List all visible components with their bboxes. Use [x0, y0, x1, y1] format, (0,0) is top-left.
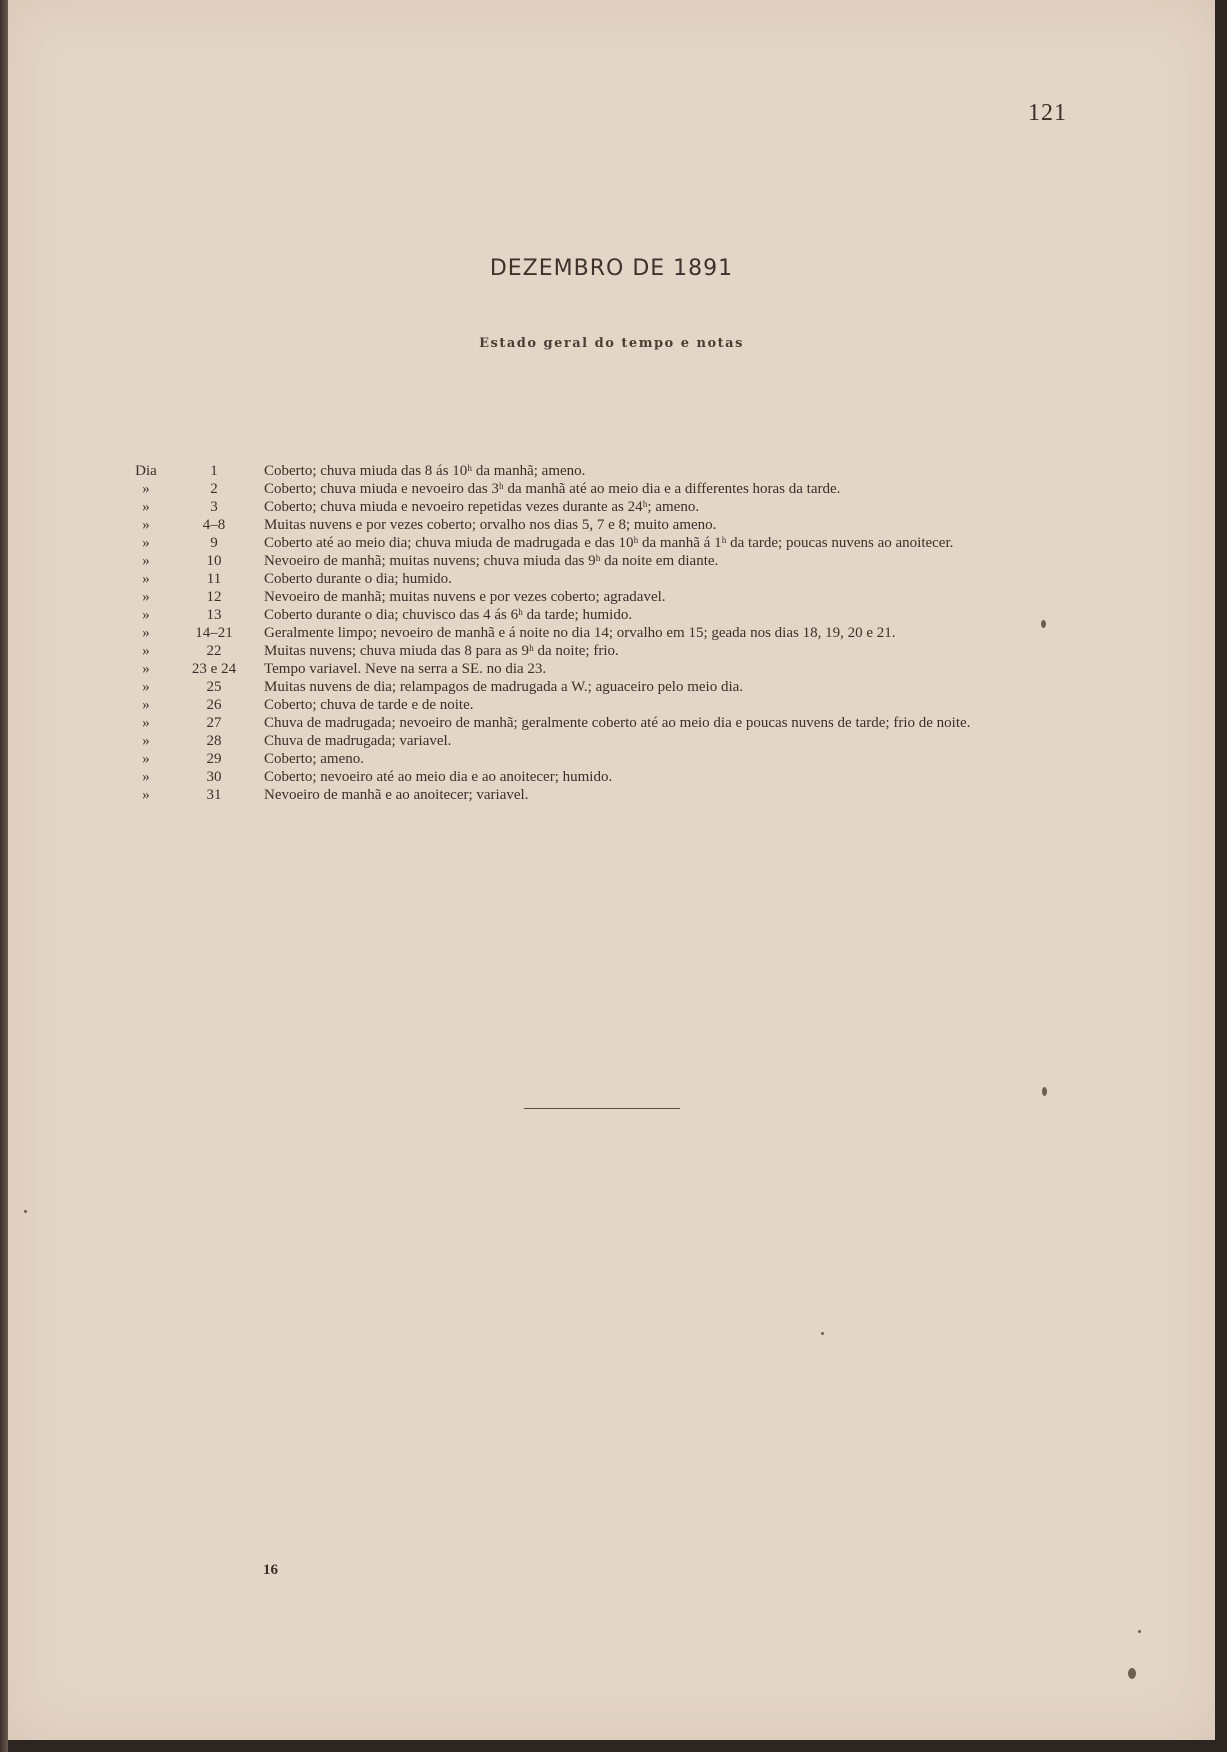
weather-entry — [128, 462, 1088, 480]
weather-notes-list — [128, 462, 1088, 804]
paper-speck — [821, 1332, 824, 1335]
entry-day: 26 — [206, 697, 222, 713]
weather-entry — [128, 570, 1088, 588]
entry-day: 31 — [206, 787, 222, 803]
entry-prefix: Dia — [135, 463, 157, 479]
entry-note: Coberto; nevoeiro até ao meio dia e ao anoitecer; humido. — [264, 769, 613, 785]
document-page — [8, 0, 1215, 1740]
entry-prefix: » — [142, 589, 150, 605]
entry-note: Coberto; chuva miuda e nevoeiro repetidas vezes durante as 24ʰ; ameno. — [264, 499, 700, 515]
paper-speck — [1138, 1630, 1141, 1633]
entry-note: Coberto; chuva de tarde e de noite. — [264, 697, 474, 713]
entry-note: Muitas nuvens de dia; relampagos de madrugada a W.; aguaceiro pelo meio dia. — [264, 679, 744, 695]
book-binding-edge — [0, 0, 8, 1752]
entry-note: Coberto até ao meio dia; chuva miuda de madrugada e das 10ʰ da manhã á 1ʰ da tarde; poucas nuvens ao anoitecer. — [264, 535, 954, 551]
entry-note: Nevoeiro de manhã; muitas nuvens e por vezes coberto; agradavel. — [264, 589, 666, 605]
entry-prefix: » — [142, 499, 150, 515]
entry-prefix: » — [142, 481, 150, 497]
entry-note: Muitas nuvens e por vezes coberto; orvalho nos dias 5, 7 e 8; muito ameno. — [264, 517, 717, 533]
page-subtitle: Estado geral do tempo e notas — [479, 336, 744, 351]
page-title: DEZEMBRO DE 1891 — [489, 256, 734, 281]
weather-entry — [128, 714, 1088, 732]
weather-entry — [128, 534, 1088, 552]
entry-prefix: » — [142, 571, 150, 587]
entry-day: 1 — [210, 463, 218, 479]
entry-day: 11 — [206, 571, 222, 587]
section-divider — [524, 1108, 680, 1109]
entry-note: Coberto durante o dia; chuvisco das 4 ás 6ʰ da tarde; humido. — [264, 607, 633, 623]
entry-note: Geralmente limpo; nevoeiro de manhã e á noite no dia 14; orvalho em 15; geada nos dias 18, 19, 20 e 21. — [264, 625, 896, 641]
weather-entry — [128, 768, 1088, 786]
weather-entry — [128, 696, 1088, 714]
weather-entry — [128, 732, 1088, 750]
entry-day: 12 — [206, 589, 222, 605]
entry-prefix: » — [142, 553, 150, 569]
entry-prefix: » — [142, 751, 150, 767]
paper-speck — [1041, 620, 1046, 628]
entry-prefix: » — [142, 769, 150, 785]
entry-note: Coberto durante o dia; humido. — [264, 571, 452, 587]
entry-day: 22 — [206, 643, 222, 659]
weather-entry — [128, 750, 1088, 768]
entry-prefix: » — [142, 517, 150, 533]
entry-note: Muitas nuvens; chuva miuda das 8 para as 9ʰ da noite; frio. — [264, 643, 619, 659]
entry-note: Coberto; chuva miuda das 8 ás 10ʰ da manhã; ameno. — [264, 463, 586, 479]
entry-note: Coberto; chuva miuda e nevoeiro das 3ʰ da manhã até ao meio dia e a differentes horas da tarde. — [264, 481, 841, 497]
entry-note: Chuva de madrugada; nevoeiro de manhã; geralmente coberto até ao meio dia e poucas nuvens de tarde; frio de noite. — [264, 715, 971, 731]
weather-entry — [128, 606, 1088, 624]
paper-speck — [24, 1210, 27, 1213]
entry-prefix: » — [142, 787, 150, 803]
entry-note: Coberto; ameno. — [264, 751, 364, 767]
entry-day: 23 e 24 — [191, 661, 237, 677]
weather-entry — [128, 786, 1088, 804]
entry-prefix: » — [142, 535, 150, 551]
entry-day: 9 — [210, 535, 218, 551]
entry-prefix: » — [142, 607, 150, 623]
entry-prefix: » — [142, 697, 150, 713]
weather-entry — [128, 624, 1088, 642]
entry-day: 25 — [206, 679, 222, 695]
entry-prefix: » — [142, 661, 150, 677]
page-number: 121 — [1028, 100, 1067, 126]
weather-entry — [128, 480, 1088, 498]
entry-note: Nevoeiro de manhã e ao anoitecer; variavel. — [264, 787, 529, 803]
weather-entry — [128, 552, 1088, 570]
entry-prefix: » — [142, 643, 150, 659]
weather-entry — [128, 588, 1088, 606]
printer-signature-mark: 16 — [263, 1562, 278, 1578]
weather-entry — [128, 678, 1088, 696]
paper-speck — [1128, 1668, 1136, 1679]
weather-entry — [128, 660, 1088, 678]
entry-day: 4–8 — [202, 517, 226, 533]
entry-day: 30 — [206, 769, 222, 785]
entry-prefix: » — [142, 679, 150, 695]
entry-day: 27 — [206, 715, 222, 731]
entry-note: Nevoeiro de manhã; muitas nuvens; chuva miuda das 9ʰ da noite em diante. — [264, 553, 719, 569]
entry-day: 13 — [206, 607, 222, 623]
weather-entry — [128, 498, 1088, 516]
entry-prefix: » — [142, 715, 150, 731]
entry-note: Tempo variavel. Neve na serra a SE. no dia 23. — [264, 661, 547, 677]
entry-day: 2 — [210, 481, 218, 497]
entry-day: 3 — [210, 499, 218, 515]
entry-day: 10 — [206, 553, 222, 569]
entry-prefix: » — [142, 625, 150, 641]
entry-prefix: » — [142, 733, 150, 749]
entry-note: Chuva de madrugada; variavel. — [264, 733, 452, 749]
weather-entry — [128, 642, 1088, 660]
entry-day: 28 — [206, 733, 222, 749]
weather-entry — [128, 516, 1088, 534]
entry-day: 29 — [206, 751, 222, 767]
paper-speck — [1042, 1087, 1047, 1096]
entry-day: 14–21 — [195, 625, 233, 641]
